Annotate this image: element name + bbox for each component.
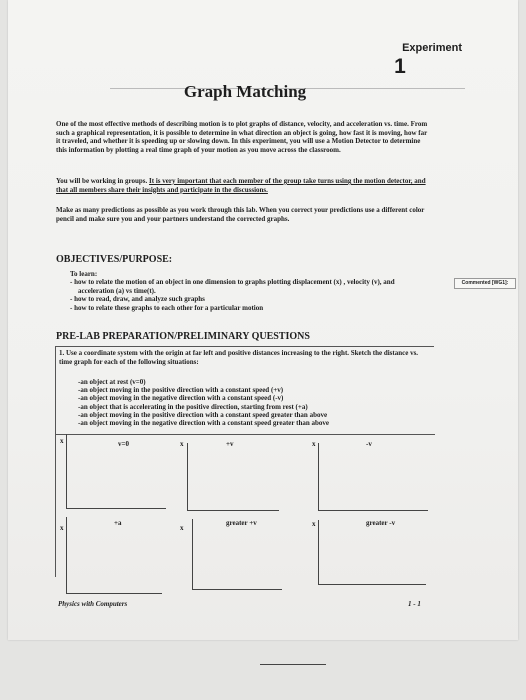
question-text: 1. Use a coordinate system with the origin at far left and positive distances increasing to the right. Sketch the distance vs. time graph for each of the following situations: (59, 349, 419, 366)
graph-row-divider (55, 434, 435, 435)
situation-item: -an object at rest (v=0) (78, 378, 146, 386)
intro-paragraph-3: Make as many predictions as possible as you work through this lab. When you correct your predictions use a different color pencil and make sure you and your partners understand the corrected graphs. (56, 206, 425, 223)
graph-axis-label: x (60, 437, 64, 445)
objective-item: - how to read, draw, and analyze such graphs (70, 295, 205, 304)
objective-item: - how to relate the motion of an object in one dimension to graphs plotting displacement (x) , velocity (v), and acceleration (a) vs time(t). (70, 278, 395, 295)
graph-y-axis (192, 519, 193, 589)
graph-situation-label: +v (226, 440, 234, 448)
situation-item: -an object moving in the negative direction with a constant speed greater than above (78, 419, 330, 428)
comment-marker[interactable]: Commented [WG1]: (454, 278, 516, 289)
objectives-lead: To learn: (70, 270, 98, 278)
footer-book-title: Physics with Computers (58, 600, 128, 608)
graph-situation-label: v=0 (118, 440, 129, 448)
objectives-heading: OBJECTIVES/PURPOSE: (56, 254, 173, 265)
graph-x-axis (187, 510, 279, 511)
intro-paragraph-1: One of the most effective methods of describing motion is to plot graphs of distance, velocity, and acceleration vs. time. From such a graphical representation, it is possible to determine in what direction an object is going, how fast it is moving, how far it traveled, and whether it is speeding up or slowing down. In this experiment, you will use a Motion Detector to determine this information by plotting a real time graph of your motion as you move across the classroom. (56, 120, 428, 154)
graph-x-axis (192, 589, 282, 590)
intro-paragraph-2-underlined: It is very important that each member of the group take turns using the motion detector, and that all members share their insights and participate in the discussions. (56, 177, 426, 194)
objectives-list (70, 270, 410, 312)
graph-situation-label: +a (114, 519, 122, 527)
graph-x-axis (66, 593, 162, 594)
situations-list (78, 378, 418, 427)
graph-axis-label: x (180, 524, 184, 532)
intro-paragraph-2 (56, 177, 428, 194)
page-title: Graph Matching (183, 82, 307, 101)
graph-y-axis (318, 520, 319, 584)
graph-y-axis (66, 517, 67, 593)
graph-x-axis (318, 584, 426, 585)
graph-y-axis (187, 443, 188, 510)
graph-axis-label: x (312, 440, 316, 448)
graph-axis-label: x (60, 524, 64, 532)
graph-situation-label: -v (366, 440, 372, 448)
situation-item: -an object moving in the positive direction with a constant speed greater than above (78, 410, 328, 419)
objective-item: - how to relate these graphs to each other for a particular motion (70, 303, 264, 312)
footer-page-number: 1 - 1 (408, 600, 421, 608)
prelab-heading: PRE-LAB PREPARATION/PRELIMINARY QUESTIONS (56, 331, 310, 342)
graph-axis-label: x (312, 520, 316, 528)
graph-y-axis (66, 434, 67, 508)
graph-x-axis (318, 510, 428, 511)
bottom-rule (260, 664, 326, 665)
graph-y-axis (318, 443, 319, 510)
graph-situation-label: greater -v (366, 519, 396, 527)
situation-item: -an object moving in the negative direction with a constant speed (-v) (78, 394, 284, 403)
situation-item: -an object that is accelerating in the positive direction, starting from rest (+a) (78, 402, 308, 411)
intro-paragraph-2-plain: You will be working in groups. (56, 177, 150, 185)
graph-axis-label: x (180, 440, 184, 448)
experiment-label: Experiment (402, 42, 462, 54)
graph-situation-label: greater +v (226, 519, 257, 527)
experiment-number: 1 (394, 55, 406, 78)
graph-x-axis (66, 508, 166, 509)
situation-item: -an object moving in the positive direction with a constant speed (+v) (78, 386, 284, 395)
